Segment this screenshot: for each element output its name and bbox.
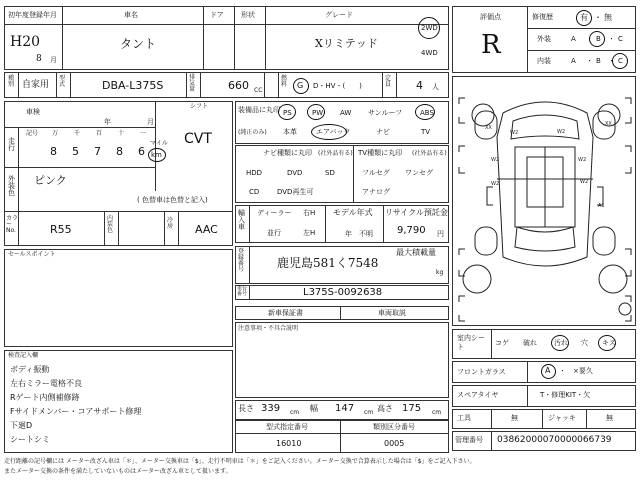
fuel-options: D・HV・( ) xyxy=(313,82,362,90)
import-parallel: 並行 xyxy=(267,229,281,237)
chassis-label: 車台番号 xyxy=(237,286,248,297)
first-reg-year: H20 xyxy=(10,34,41,50)
odo-head: 記号 xyxy=(26,130,39,137)
mgmt-value: 03862000070000066739 xyxy=(497,435,612,445)
mark-4: W2 xyxy=(491,157,500,163)
shift-label: シフト xyxy=(190,103,209,110)
odo-head: 一 xyxy=(140,130,147,137)
warranty-doc: 新車保証書 xyxy=(268,309,303,317)
notes-label: 注意事項・不具合説明 xyxy=(238,325,299,332)
disp-label: 排気量 xyxy=(189,74,196,93)
length-value: 339 xyxy=(261,403,281,414)
model-year-label: モデル年式 xyxy=(333,208,373,217)
ext-label: 外装 xyxy=(537,35,551,43)
footer-line2: またメーター交換の条件を満たしていないものはメーター改ざん車として扱います。 xyxy=(4,468,232,475)
import-dealer: ディーラー xyxy=(257,209,292,217)
shaken-year-unit: 年 xyxy=(104,118,111,126)
class-label: 類別区分番号 xyxy=(373,423,415,431)
color-code: R55 xyxy=(50,223,72,236)
equip-item: PS xyxy=(283,109,292,117)
navi-dvd-play: DVD再生可 xyxy=(277,188,314,196)
int-grade-option: B xyxy=(596,57,601,65)
width-value: 147 xyxy=(335,403,355,414)
odo-digit: 8 xyxy=(50,145,57,158)
tv-sublabel: (社外品有る) xyxy=(412,150,447,157)
ac-value: AAC xyxy=(195,223,218,236)
spare-options: T・修理KIT・欠 xyxy=(540,391,591,399)
mark-1: W2 xyxy=(510,130,519,136)
sales-point-box xyxy=(4,249,233,347)
tv-fullseg: フルセグ xyxy=(362,169,390,177)
grade-label: グレード xyxy=(325,11,353,19)
inspect-item: 左右ミラー電格不良 xyxy=(10,379,82,388)
navi-dvd: DVD xyxy=(287,169,303,177)
manual-doc: 車両取説 xyxy=(378,309,406,317)
interior-color-label: 内装色 xyxy=(107,215,114,234)
color-value: ピンク xyxy=(34,174,67,187)
car-outline-diagram xyxy=(453,77,636,326)
import-rh: 右H xyxy=(303,209,316,217)
navi-cd: CD xyxy=(249,188,260,196)
cc-unit: CC xyxy=(254,87,263,94)
int-grade-option: ・ xyxy=(608,57,615,65)
header-box xyxy=(4,6,449,70)
color-note: ( 色替車は色替と記入) xyxy=(137,196,208,204)
equip-item: AW xyxy=(340,109,352,117)
recycle-unit: 円 xyxy=(437,230,444,238)
int-grade-option: A xyxy=(571,57,576,65)
car-name: タント xyxy=(120,37,157,51)
first-reg-month: 8 xyxy=(36,54,42,64)
jack-label: ジャッキ xyxy=(548,414,576,422)
spare-label: スペアタイヤ xyxy=(457,391,499,399)
ext-grade-option: ・ xyxy=(586,35,593,43)
plate-value: 鹿児島581く7548 xyxy=(277,256,379,270)
interior-item: 破れ xyxy=(523,339,537,347)
ac-label: 冷房 xyxy=(167,217,174,230)
cert-value: 16010 xyxy=(276,439,302,448)
load-unit: kg xyxy=(436,269,444,276)
equip-label: 装備品に丸印 xyxy=(238,106,280,114)
odo-digit: 8 xyxy=(116,145,123,158)
equip-sublabel: (純正のみ) xyxy=(238,129,267,136)
odo-head: 百 xyxy=(96,130,103,137)
repair-no: 無 xyxy=(604,13,612,22)
tools-label: 工具 xyxy=(457,414,471,422)
model-label: 型式 xyxy=(59,75,66,88)
tv-label: TV種類に丸印 xyxy=(358,149,403,157)
shaken-month-unit: 月 xyxy=(147,118,154,126)
cap-label: 定員 xyxy=(385,75,392,88)
hgt-label: 高さ xyxy=(377,404,393,413)
footer-line1: 走行距離の記号欄には メーター改ざん車は「＊」、メーター交換車は「$」、走行不明車は「＊」をご記入ください。メーター交換で合算表示した場合は「$」をご記入下さい。 xyxy=(4,458,476,465)
glass-options: ・ ×要久 xyxy=(559,367,593,375)
inspect-label: 検査記入欄 xyxy=(8,352,39,359)
int-grade-option: ・ xyxy=(586,57,593,65)
navi-hdd: HDD xyxy=(246,169,263,177)
drive-2wd: 2WD xyxy=(421,24,438,32)
disp-value: 660 xyxy=(228,79,249,92)
inspect-item: ボディ振動 xyxy=(10,365,50,374)
interior-item: 穴 xyxy=(581,339,588,347)
month-unit: 月 xyxy=(50,56,57,64)
mark-2: XX xyxy=(485,125,492,131)
repair-sep: ・ xyxy=(594,13,602,22)
equip-item: エアバック xyxy=(316,128,351,136)
ext-grade-option: ・ xyxy=(608,35,615,43)
wid-label: 幅 xyxy=(310,404,318,413)
score-label: 評価点 xyxy=(480,13,501,21)
tv-analog: アナログ xyxy=(362,188,390,196)
plate-label: 登録番号 xyxy=(238,248,245,273)
mark-8: A1 xyxy=(598,203,605,209)
odo-digit: 5 xyxy=(72,145,79,158)
tv-oneseg: ワンセグ xyxy=(405,169,433,177)
grade-value: Xリミテッド xyxy=(315,37,378,50)
code-label: カラーNo. xyxy=(6,215,19,234)
mark-7: W2 xyxy=(580,179,589,185)
unit-km: km xyxy=(151,151,162,159)
mark-3: W2 xyxy=(557,129,566,135)
interior-label: 室内シート xyxy=(457,334,485,352)
glass-value: A xyxy=(545,366,551,375)
recycle-value: 9,790 xyxy=(397,225,426,236)
fuel-label: 燃料 xyxy=(281,75,288,88)
year-label: 初年度登録年月 xyxy=(8,11,57,19)
mark-9: XX xyxy=(605,121,612,127)
len-label: 長さ xyxy=(238,404,254,413)
mark-6: W2 xyxy=(578,157,587,163)
door-label: ドア xyxy=(210,11,224,19)
len-unit: cm xyxy=(290,409,300,416)
drive-4wd: 4WD xyxy=(421,49,438,57)
shaken-label: 車検 xyxy=(26,108,40,116)
use-label: 種別 xyxy=(8,75,15,88)
hgt-unit: cm xyxy=(432,409,442,416)
repair-label: 修復歴 xyxy=(532,13,553,21)
score-value: R xyxy=(481,30,501,60)
glass-label: フロントガラス xyxy=(457,368,506,376)
notes-box xyxy=(235,322,449,398)
ext-grade-option: C xyxy=(618,35,623,43)
equip-item: サンルーフ xyxy=(368,109,403,117)
shape-label: 形状 xyxy=(241,11,255,19)
model-value: DBA-L375S xyxy=(102,79,164,92)
mark-5: W2 xyxy=(491,181,500,187)
import-lh: 左H xyxy=(303,229,316,237)
height-value: 175 xyxy=(402,403,422,414)
unit-mile: マイル xyxy=(150,140,168,147)
navi-sublabel: (社外品有る) xyxy=(318,150,353,157)
equip-item: TV xyxy=(421,128,431,136)
inspect-item: シートシミ xyxy=(10,435,50,444)
equip-item: PW xyxy=(312,109,324,117)
inspect-item: Fサイドメンバー・コアサポート修理 xyxy=(10,407,142,416)
int-grade-option: C xyxy=(618,57,623,65)
ext-grade-option: A xyxy=(571,35,576,43)
cert-label: 型式指定番号 xyxy=(266,423,308,431)
recycle-label: リサイクル預託金 xyxy=(385,208,448,217)
jack-value: 無 xyxy=(606,414,613,422)
interior-item: 汚れ xyxy=(554,339,568,347)
navi-label: ナビ種類に丸印 xyxy=(263,149,312,157)
body-diagram xyxy=(452,76,636,326)
inspect-item: Rゲート内側補修跡 xyxy=(10,393,80,402)
tools-value: 無 xyxy=(511,414,518,422)
chassis-value: L375S-0092638 xyxy=(303,287,383,298)
odo-head: 十 xyxy=(118,130,125,137)
load-label: 最大積載量 xyxy=(396,248,436,257)
import-label: 輸入車 xyxy=(238,209,245,231)
shift-value: CVT xyxy=(184,131,212,147)
color-label: 外装色 xyxy=(8,175,15,197)
mgmt-label: 管理番号 xyxy=(455,436,483,444)
capacity-value: 4 xyxy=(416,79,423,92)
fuel-value: G xyxy=(297,81,304,90)
use-value: 自家用 xyxy=(22,80,50,90)
odo-head: 千 xyxy=(74,130,81,137)
wid-unit: cm xyxy=(364,409,374,416)
cap-unit: 人 xyxy=(432,83,439,91)
ext-grade-option: B xyxy=(596,35,601,43)
interior-item: キズ xyxy=(602,339,616,347)
inspect-item: 下廻D xyxy=(10,421,33,430)
class-value: 0005 xyxy=(384,439,405,448)
sales-label: セールスポイント xyxy=(8,251,56,258)
repair-yes: 有 xyxy=(580,13,588,22)
equip-item: ABS xyxy=(420,109,434,117)
odo-head: 万 xyxy=(52,130,59,137)
int-label: 内装 xyxy=(537,57,551,65)
equip-item: 本革 xyxy=(283,128,297,136)
odo-label: 走行 xyxy=(8,137,15,152)
model-year-value: 年 不明 xyxy=(345,230,373,238)
name-label: 車名 xyxy=(124,11,138,19)
navi-sd: SD xyxy=(325,169,335,177)
equip-item: ナビ xyxy=(376,128,390,136)
odo-digit: 7 xyxy=(94,145,101,158)
odo-digit: 6 xyxy=(138,145,145,158)
interior-item: コゲ xyxy=(495,339,509,347)
